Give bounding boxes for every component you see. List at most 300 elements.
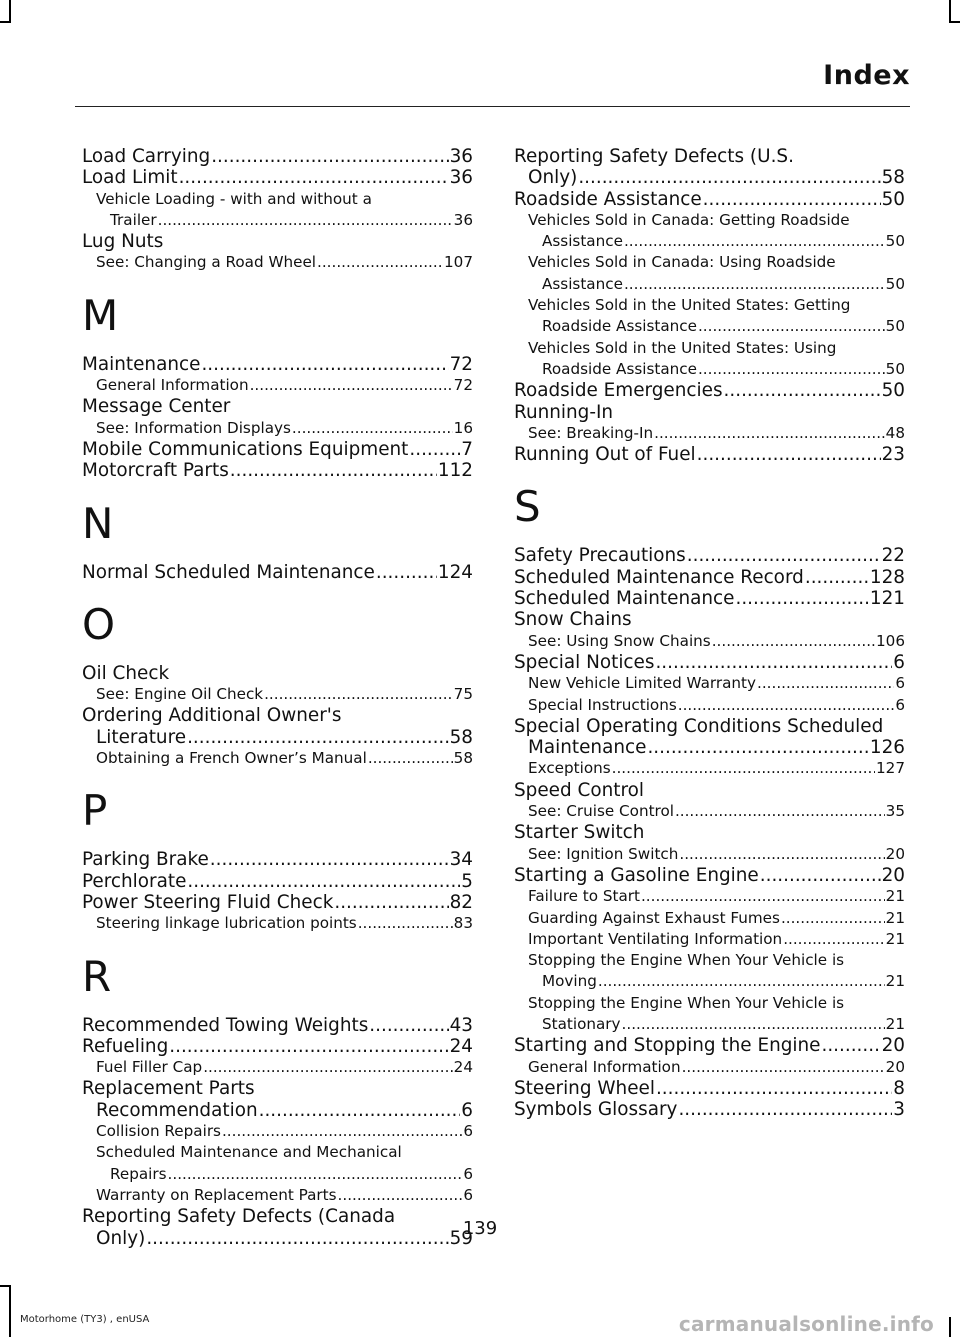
dot-leader xyxy=(712,631,875,652)
index-subentry xyxy=(514,844,905,865)
dot-leader xyxy=(368,748,453,769)
index-entry xyxy=(514,1035,905,1056)
index-entry-line xyxy=(514,865,905,886)
index-subentry xyxy=(82,1121,473,1142)
dot-leader xyxy=(250,375,453,396)
entry-page-number: 107 xyxy=(444,253,473,272)
index-entry-line xyxy=(528,886,905,907)
index-column-right xyxy=(514,146,905,1120)
entry-text: Repairs xyxy=(110,1164,167,1183)
dot-leader xyxy=(187,871,460,892)
index-entry-line xyxy=(96,375,473,396)
index-entry-line xyxy=(514,588,905,609)
index-entry xyxy=(82,1036,473,1057)
entry-text: See: Using Snow Chains xyxy=(528,631,711,650)
dot-leader xyxy=(409,439,460,460)
entry-page-number: 24 xyxy=(449,1035,473,1057)
dot-leader xyxy=(724,380,881,401)
footer-doc-label: Motorhome (TY3) , enUSA xyxy=(20,1314,150,1325)
index-subentry xyxy=(514,801,905,822)
dot-leader xyxy=(805,567,869,588)
dot-leader xyxy=(222,1121,462,1142)
index-subentry xyxy=(82,375,473,396)
entry-text: Assistance xyxy=(542,274,623,293)
index-entry: Message Center xyxy=(82,396,231,418)
entry-page-number: 5 xyxy=(461,870,473,892)
index-entry xyxy=(514,444,905,465)
entry-text-line1: Scheduled Maintenance and Mechanical xyxy=(96,1143,402,1162)
index-subentry xyxy=(82,1185,473,1206)
entry-text: Roadside Emergencies xyxy=(514,380,723,402)
section-letter: O xyxy=(82,599,116,649)
index-entry-line xyxy=(514,167,905,188)
index-column-left xyxy=(82,146,473,1249)
entry-page-number: 50 xyxy=(885,359,905,378)
index-entry-line xyxy=(528,758,905,779)
dot-leader xyxy=(210,849,449,870)
entry-page-number: 48 xyxy=(885,423,905,442)
index-subentry xyxy=(514,758,905,779)
index-entry-line xyxy=(82,849,473,870)
entry-page-number: 6 xyxy=(463,1164,473,1183)
dot-leader xyxy=(783,929,884,950)
index-entry-line xyxy=(514,444,905,465)
entry-text-line1: Vehicles Sold in Canada: Using Roadside xyxy=(528,253,836,272)
entry-text-line1: Vehicles Sold in Canada: Getting Roadside xyxy=(528,210,850,229)
dot-leader xyxy=(675,801,885,822)
dot-leader xyxy=(201,354,448,375)
entry-text: Roadside Assistance xyxy=(542,359,697,378)
entry-page-number: 21 xyxy=(885,1014,905,1033)
dot-leader xyxy=(656,1078,892,1099)
index-entry-line xyxy=(82,146,473,167)
entry-text: Scheduled Maintenance xyxy=(514,588,735,610)
index-entry-line xyxy=(514,1078,905,1099)
index-subentry xyxy=(514,993,905,1036)
entry-text: Only) xyxy=(96,1227,146,1249)
index-subentry xyxy=(82,684,473,705)
dot-leader xyxy=(203,1057,452,1078)
dot-leader xyxy=(264,684,453,705)
entry-text: Load Limit xyxy=(82,167,178,189)
entry-text: Maintenance xyxy=(82,353,201,375)
entry-page-number: 121 xyxy=(869,588,905,610)
index-entry: Speed Control xyxy=(514,779,644,801)
index-entry: Starter Switch xyxy=(514,822,645,844)
entry-text: Parking Brake xyxy=(82,849,209,871)
index-entry-line xyxy=(514,1035,905,1056)
entry-text: Moving xyxy=(542,972,597,991)
dot-leader xyxy=(376,562,437,583)
dot-leader xyxy=(168,1164,463,1185)
index-entry xyxy=(514,865,905,886)
header-divider xyxy=(75,106,910,107)
entry-page-number: 126 xyxy=(869,737,905,759)
entry-page-number: 128 xyxy=(869,566,905,588)
dot-leader xyxy=(760,865,881,886)
index-entry xyxy=(82,871,473,892)
entry-page-number: 83 xyxy=(453,914,473,933)
entry-page-number: 58 xyxy=(881,167,905,189)
dot-leader xyxy=(647,737,868,758)
index-entry: Running-In xyxy=(514,401,614,423)
dot-leader xyxy=(687,545,881,566)
dot-leader xyxy=(169,1036,448,1057)
index-subentry xyxy=(514,423,905,444)
entry-text: Assistance xyxy=(542,232,623,251)
entry-text-line1: Special Operating Conditions Scheduled xyxy=(514,715,884,737)
entry-text: Starting a Gasoline Engine xyxy=(514,864,759,886)
entry-text: Failure to Start xyxy=(528,887,640,906)
entry-text-line1: Stopping the Engine When Your Vehicle is xyxy=(528,951,845,970)
entry-page-number: 6 xyxy=(895,695,905,714)
entry-page-number: 3 xyxy=(893,1099,905,1121)
index-entry xyxy=(514,1078,905,1099)
index-entry-line xyxy=(528,673,905,694)
entry-text: Load Carrying xyxy=(82,146,211,167)
entry-page-number: 43 xyxy=(449,1014,473,1036)
index-entry-line xyxy=(528,631,905,652)
entry-text-line1: Vehicle Loading - with and without a xyxy=(96,189,372,208)
index-subentry xyxy=(82,1142,473,1185)
entry-text: See: Information Displays xyxy=(96,418,291,437)
index-entry: Oil Check xyxy=(82,662,170,684)
index-entry-line xyxy=(82,460,473,481)
entry-page-number: 20 xyxy=(881,864,905,886)
entry-page-number: 16 xyxy=(453,418,473,437)
index-entry-line xyxy=(82,1036,473,1057)
entry-text: General Information xyxy=(528,1057,681,1076)
entry-text: See: Engine Oil Check xyxy=(96,685,264,704)
entry-page-number: 59 xyxy=(449,1227,473,1249)
entry-page-number: 6 xyxy=(463,1122,473,1141)
index-subentry xyxy=(514,695,905,716)
index-entry xyxy=(82,892,473,913)
entry-page-number: 82 xyxy=(449,891,473,913)
index-subentry xyxy=(82,418,473,439)
index-subentry xyxy=(82,252,473,273)
entry-text: Symbols Glossary xyxy=(514,1099,678,1121)
index-entry-line xyxy=(82,562,473,583)
index-entry-line xyxy=(514,652,905,673)
entry-page-number: 6 xyxy=(461,1099,473,1121)
entry-page-number: 36 xyxy=(449,167,473,189)
entry-page-number: 50 xyxy=(885,274,905,293)
index-entry-line xyxy=(82,871,473,892)
entry-page-number: 23 xyxy=(881,444,905,466)
index-entry xyxy=(514,380,905,401)
dot-leader xyxy=(179,167,449,188)
entry-page-number: 6 xyxy=(463,1185,473,1204)
dot-leader xyxy=(317,252,443,273)
entry-page-number: 24 xyxy=(453,1058,473,1077)
dot-leader xyxy=(698,359,885,380)
dot-leader xyxy=(678,695,895,716)
index-entry xyxy=(82,460,473,481)
dot-leader xyxy=(698,316,885,337)
dot-leader xyxy=(757,673,894,694)
entry-page-number: 72 xyxy=(453,376,473,395)
index-subentry xyxy=(514,908,905,929)
entry-text: See: Breaking-In xyxy=(528,423,654,442)
section-letter: M xyxy=(82,290,119,340)
dot-leader xyxy=(703,189,881,210)
entry-page-number: 36 xyxy=(449,146,473,167)
watermark: carmanualsonline.info xyxy=(678,1312,934,1336)
entry-page-number: 34 xyxy=(449,849,473,871)
dot-leader xyxy=(678,1099,892,1120)
entry-page-number: 20 xyxy=(881,1035,905,1057)
index-entry-line xyxy=(96,748,473,769)
index-entry-line xyxy=(96,1121,473,1142)
index-subentry xyxy=(82,913,473,934)
dot-leader xyxy=(682,1057,885,1078)
index-entry-line xyxy=(528,971,905,992)
index-entry-line xyxy=(82,167,473,188)
index-entry-line xyxy=(82,892,473,913)
entry-page-number: 22 xyxy=(881,545,905,567)
index-entry-line xyxy=(514,1099,905,1120)
index-entry-line xyxy=(96,1057,473,1078)
dot-leader xyxy=(655,652,892,673)
entry-page-number: 50 xyxy=(881,188,905,210)
index-entry-line xyxy=(96,684,473,705)
crop-mark-bottom-right-v xyxy=(949,1317,951,1337)
index-entry-line xyxy=(528,908,905,929)
index-subentry xyxy=(82,189,473,232)
index-entry xyxy=(82,849,473,870)
index-entry xyxy=(514,588,905,609)
entry-text: Literature xyxy=(96,726,187,748)
index-entry-line xyxy=(82,1015,473,1036)
entry-text: Important Ventilating Information xyxy=(528,929,783,948)
entry-page-number: 6 xyxy=(893,651,905,673)
dot-leader xyxy=(624,274,885,295)
dot-leader xyxy=(697,444,881,465)
entry-page-number: 36 xyxy=(453,210,473,229)
entry-text: Roadside Assistance xyxy=(514,188,702,210)
crop-mark-top-right-h xyxy=(949,21,960,23)
index-entry xyxy=(514,545,905,566)
dot-leader xyxy=(641,886,885,907)
entry-page-number: 50 xyxy=(885,317,905,336)
dot-leader xyxy=(230,460,437,481)
index-entry-line xyxy=(82,439,473,460)
entry-text-line1: Reporting Safety Defects (Canada xyxy=(82,1206,396,1228)
crop-mark-bottom-left-h xyxy=(0,1285,11,1287)
index-subentry xyxy=(82,748,473,769)
section-letter: P xyxy=(82,786,108,836)
dot-leader xyxy=(292,418,453,439)
crop-mark-top-right-v xyxy=(949,0,951,22)
entry-page-number: 21 xyxy=(885,908,905,927)
index-entry-line xyxy=(96,210,473,231)
entry-text: Steering linkage lubrication points xyxy=(96,914,357,933)
index-entry-line xyxy=(514,189,905,210)
entry-page-number: 127 xyxy=(876,759,905,778)
index-subentry xyxy=(514,295,905,338)
index-entry xyxy=(82,146,473,167)
dot-leader xyxy=(735,588,868,609)
entry-text: Scheduled Maintenance Record xyxy=(514,566,804,588)
crop-mark-top-left-v xyxy=(9,0,11,22)
index-entry-line xyxy=(82,727,473,748)
entry-text: Steering Wheel xyxy=(514,1077,655,1099)
entry-page-number: 106 xyxy=(876,631,905,650)
entry-page-number: 50 xyxy=(885,232,905,251)
entry-text: Recommended Towing Weights xyxy=(82,1014,369,1036)
index-entry-line xyxy=(528,274,905,295)
dot-leader xyxy=(211,146,448,167)
index-entry-line xyxy=(82,354,473,375)
dot-leader xyxy=(598,971,885,992)
index-entry-line xyxy=(514,567,905,588)
entry-page-number: 58 xyxy=(453,749,473,768)
dot-leader xyxy=(622,1014,885,1035)
entry-page-number: 112 xyxy=(437,460,473,482)
entry-text: New Vehicle Limited Warranty xyxy=(528,674,757,693)
entry-text: Refueling xyxy=(82,1035,169,1057)
entry-text: Running Out of Fuel xyxy=(514,444,696,466)
index-entry xyxy=(514,189,905,210)
index-entry xyxy=(514,567,905,588)
crop-mark-bottom-left-v xyxy=(9,1285,11,1337)
index-entry xyxy=(514,716,905,759)
entry-page-number: 8 xyxy=(893,1077,905,1099)
index-entry: Snow Chains xyxy=(514,609,632,631)
dot-leader xyxy=(679,844,884,865)
entry-text: See: Cruise Control xyxy=(528,802,674,821)
dot-leader xyxy=(158,210,453,231)
entry-page-number: 20 xyxy=(885,1057,905,1076)
index-entry xyxy=(514,652,905,673)
index-subentry xyxy=(514,1057,905,1078)
entry-text: Special Notices xyxy=(514,651,655,673)
index-entry-line xyxy=(514,545,905,566)
entry-text: Exceptions xyxy=(528,759,611,778)
dot-leader xyxy=(821,1035,880,1056)
index-subentry xyxy=(514,673,905,694)
dot-leader xyxy=(781,908,885,929)
index-entry-line xyxy=(96,1164,473,1185)
dot-leader xyxy=(369,1015,448,1036)
dot-leader xyxy=(259,1100,461,1121)
dot-leader xyxy=(187,727,449,748)
index-entry-line xyxy=(528,316,905,337)
section-letter: N xyxy=(82,498,114,548)
entry-page-number: 20 xyxy=(885,844,905,863)
entry-page-number: 124 xyxy=(437,561,473,583)
index-entry xyxy=(82,1078,473,1121)
index-entry-line xyxy=(514,737,905,758)
page-number: 139 xyxy=(462,1218,498,1239)
page-title: Index xyxy=(823,60,910,91)
index-entry-line xyxy=(528,695,905,716)
dot-leader xyxy=(624,231,885,252)
entry-page-number: 6 xyxy=(895,674,905,693)
index-entry xyxy=(82,167,473,188)
entry-text: See: Changing a Road Wheel xyxy=(96,253,317,272)
index-entry-line xyxy=(514,380,905,401)
index-entry: Lug Nuts xyxy=(82,231,164,253)
entry-page-number: 72 xyxy=(449,353,473,375)
dot-leader xyxy=(358,913,453,934)
index-entry xyxy=(514,1099,905,1120)
index-subentry xyxy=(514,950,905,993)
index-entry xyxy=(82,439,473,460)
dot-leader xyxy=(578,167,880,188)
entry-page-number: 50 xyxy=(881,380,905,402)
index-entry-line xyxy=(96,1185,473,1206)
entry-text-line1: Ordering Additional Owner's xyxy=(82,705,342,727)
index-entry-line xyxy=(528,231,905,252)
entry-text: Power Steering Fluid Check xyxy=(82,891,334,913)
entry-text: Warranty on Replacement Parts xyxy=(96,1185,337,1204)
dot-leader xyxy=(654,423,885,444)
index-subentry xyxy=(514,338,905,381)
entry-text: Safety Precautions xyxy=(514,545,686,567)
index-entry-line xyxy=(96,252,473,273)
entry-text: Mobile Communications Equipment xyxy=(82,438,409,460)
index-subentry xyxy=(514,210,905,253)
index-entry xyxy=(82,354,473,375)
dot-leader xyxy=(338,1185,463,1206)
entry-page-number: 21 xyxy=(885,972,905,991)
entry-text: Obtaining a French Owner’s Manual xyxy=(96,749,367,768)
index-subentry xyxy=(82,1057,473,1078)
entry-text: Guarding Against Exhaust Fumes xyxy=(528,908,780,927)
entry-page-number: 58 xyxy=(449,726,473,748)
entry-text: Trailer xyxy=(110,210,157,229)
entry-text: Collision Repairs xyxy=(96,1122,221,1141)
index-entry xyxy=(82,562,473,583)
index-entry-line xyxy=(96,913,473,934)
index-entry xyxy=(514,146,905,189)
entry-text: Stationary xyxy=(542,1014,621,1033)
entry-text: Motorcraft Parts xyxy=(82,460,229,482)
section-letter: S xyxy=(514,482,541,532)
index-subentry xyxy=(514,631,905,652)
index-subentry xyxy=(514,886,905,907)
section-letter: R xyxy=(82,951,112,1001)
crop-mark-top-left-h xyxy=(0,21,11,23)
index-entry xyxy=(82,1015,473,1036)
index-entry-line xyxy=(528,1014,905,1035)
index-entry-line xyxy=(96,418,473,439)
entry-page-number: 21 xyxy=(885,929,905,948)
entry-text: See: Ignition Switch xyxy=(528,844,679,863)
entry-page-number: 35 xyxy=(885,802,905,821)
entry-text-line1: Replacement Parts xyxy=(82,1078,255,1100)
entry-page-number: 21 xyxy=(885,887,905,906)
entry-text: Special Instructions xyxy=(528,695,677,714)
index-entry-line xyxy=(528,359,905,380)
entry-text-line1: Stopping the Engine When Your Vehicle is xyxy=(528,993,845,1012)
index-entry-line xyxy=(528,1057,905,1078)
index-entry-line xyxy=(528,423,905,444)
index-entry-line xyxy=(528,929,905,950)
entry-text: Maintenance xyxy=(528,737,647,759)
entry-text: Roadside Assistance xyxy=(542,317,697,336)
entry-text: Normal Scheduled Maintenance xyxy=(82,561,375,583)
entry-text: Recommendation xyxy=(96,1099,258,1121)
entry-text-line1: Vehicles Sold in the United States: Using xyxy=(528,338,837,357)
entry-text: General Information xyxy=(96,376,249,395)
entry-page-number: 75 xyxy=(453,685,473,704)
entry-text: Perchlorate xyxy=(82,870,187,892)
index-entry-line xyxy=(82,1100,473,1121)
index-entry xyxy=(82,705,473,748)
